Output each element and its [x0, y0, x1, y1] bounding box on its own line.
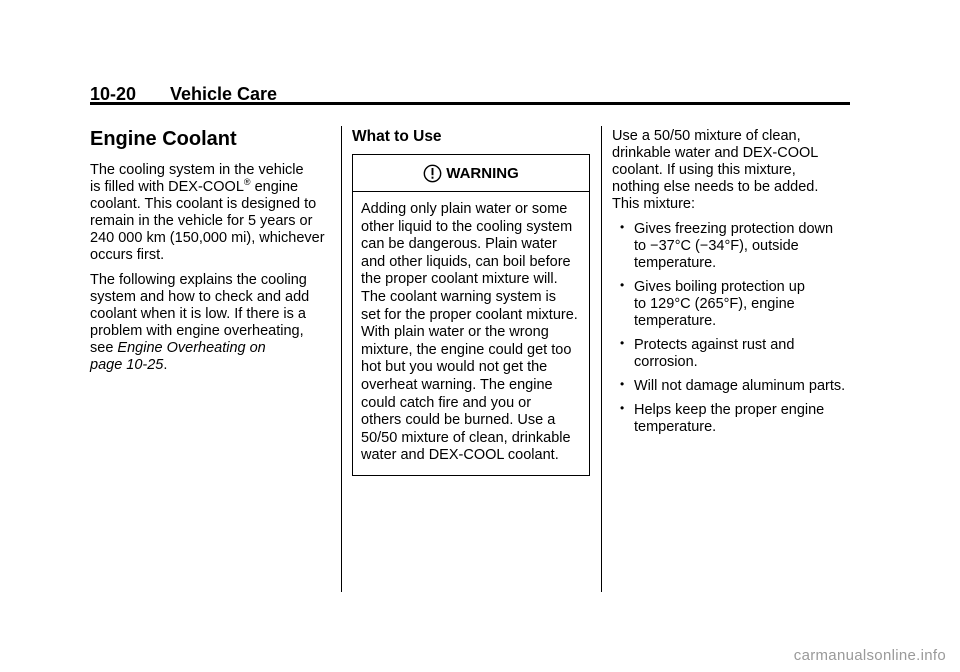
- column-divider-2: [601, 126, 602, 592]
- text-line: others could be burned. Use a: [361, 412, 556, 429]
- bullet-icon: •: [620, 220, 625, 234]
- warning-label: WARNING: [446, 164, 519, 182]
- text-line: occurs first.: [90, 247, 165, 263]
- text-line: Gives boiling protection up: [634, 279, 805, 295]
- list-item: [612, 378, 862, 395]
- column-divider-1: [341, 126, 342, 592]
- text-line: mixture, the engine could get too: [361, 341, 572, 358]
- column-3: [612, 128, 862, 443]
- section-title: Vehicle Care: [170, 84, 278, 104]
- paragraph-intro: [90, 162, 330, 264]
- watermark: carmanualsonline.info: [793, 647, 946, 664]
- text-line: Adding only plain water or some: [361, 201, 568, 217]
- text-line: could catch fire and you or: [361, 394, 532, 411]
- text-line: temperature.: [634, 419, 717, 435]
- text-line: The coolant warning system is: [361, 288, 557, 305]
- text-line: [90, 357, 330, 374]
- column-1: [90, 128, 330, 382]
- text-line: Protects against rust and: [634, 337, 795, 353]
- section-heading-engine-coolant: Engine Coolant: [90, 128, 237, 150]
- text-line: [90, 179, 330, 196]
- column-2: [352, 128, 590, 476]
- text-line: and other liquids, can boil before: [361, 253, 571, 270]
- header-rule: [90, 102, 850, 105]
- text-line: to 129°C (265°F), engine: [634, 296, 795, 312]
- paragraph-mixture: [612, 128, 862, 213]
- list-item: [612, 279, 862, 330]
- warning-icon: [423, 164, 442, 183]
- text-line: nothing else needs to be added.: [612, 179, 819, 195]
- list-item: [612, 221, 862, 272]
- text-line: 50/50 mixture of clean, drinkable: [361, 429, 571, 446]
- text-line: [90, 340, 330, 357]
- bullet-icon: •: [620, 336, 625, 350]
- text-line: The following explains the cooling: [90, 272, 307, 288]
- text-line: temperature.: [634, 255, 717, 271]
- text-line: corrosion.: [634, 354, 698, 370]
- cross-reference-link[interactable]: Engine Overheating on: [117, 340, 266, 356]
- text-segment: is filled with DEX-COOL: [90, 179, 244, 195]
- text-line: coolant. This coolant is designed to: [90, 196, 317, 212]
- text-line: remain in the vehicle for 5 years or: [90, 213, 313, 229]
- text-line: temperature.: [634, 313, 717, 329]
- cross-reference-link-page[interactable]: page 10-25: [90, 357, 164, 373]
- paragraph-explains: [90, 272, 330, 374]
- text-segment: engine: [250, 179, 299, 195]
- text-line: can be dangerous. Plain water: [361, 236, 557, 253]
- text-line: set for the proper coolant mixture.: [361, 306, 578, 323]
- warning-box: [352, 154, 590, 476]
- page-number: 10-20: [90, 84, 137, 104]
- text-line: The cooling system in the vehicle: [90, 162, 304, 178]
- text-line: hot but you would not get the: [361, 359, 548, 376]
- mixture-benefits-list: [612, 221, 862, 436]
- bullet-icon: •: [620, 278, 625, 292]
- bullet-icon: •: [620, 401, 625, 415]
- warning-header: [353, 155, 589, 192]
- text-line: to −37°C (−34°F), outside: [634, 238, 799, 254]
- text-line: With plain water or the wrong: [361, 324, 549, 341]
- text-line: system and how to check and add: [90, 289, 310, 305]
- text-line: water and DEX-COOL coolant.: [361, 447, 559, 464]
- text-line: This mixture:: [612, 196, 695, 212]
- text-line: other liquid to the cooling system: [361, 218, 573, 235]
- text-line: drinkable water and DEX-COOL: [612, 145, 819, 161]
- list-item: [612, 402, 862, 436]
- bullet-icon: •: [620, 377, 625, 391]
- text-line: Will not damage aluminum parts.: [634, 378, 846, 394]
- warning-body: [353, 192, 589, 475]
- text-line: the proper coolant mixture will.: [361, 271, 558, 288]
- text-line: Gives freezing protection down: [634, 221, 834, 237]
- text-line: overheat warning. The engine: [361, 376, 553, 393]
- text-segment: .: [163, 357, 168, 373]
- text-line: problem with engine overheating,: [90, 323, 304, 339]
- section-heading-what-to-use: What to Use: [352, 128, 442, 145]
- text-line: Use a 50/50 mixture of clean,: [612, 128, 801, 144]
- text-line: Helps keep the proper engine: [634, 402, 825, 418]
- text-segment: see: [90, 340, 118, 356]
- text-line: coolant. If using this mixture,: [612, 162, 796, 178]
- registered-mark: ®: [243, 177, 251, 187]
- text-line: 240 000 km (150,000 mi), whichever: [90, 230, 325, 246]
- list-item: [612, 337, 862, 371]
- text-line: coolant when it is low. If there is a: [90, 306, 306, 322]
